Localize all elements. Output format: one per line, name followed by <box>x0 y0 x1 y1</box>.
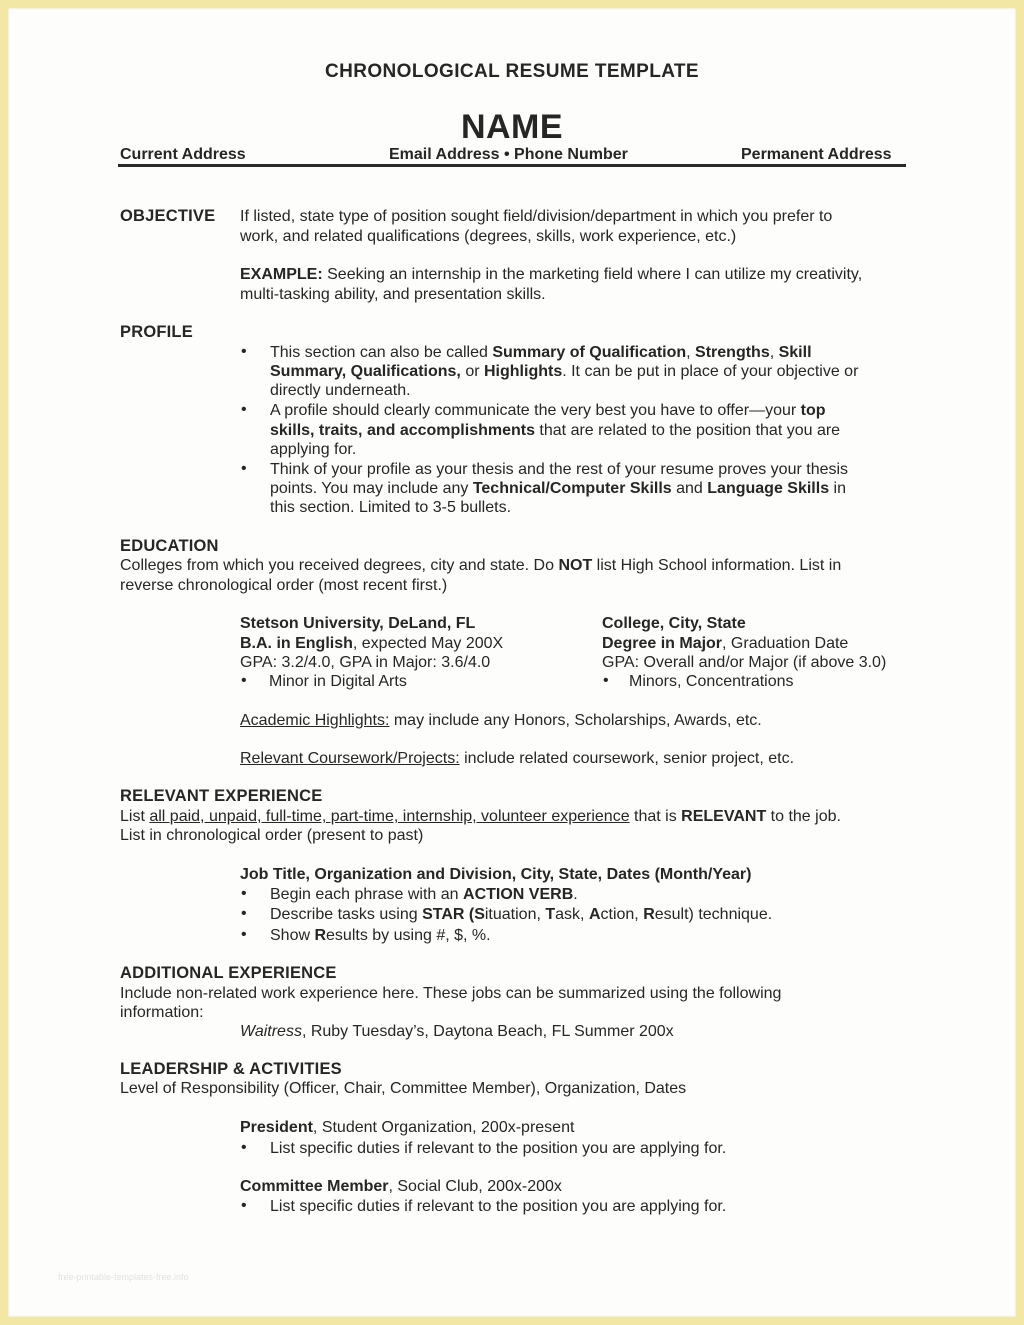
profile-bullet-line: points. You may include any Technical/Computer Skills and Language Skills in <box>270 480 846 497</box>
objective-heading: OBJECTIVE <box>120 207 216 225</box>
bullet-icon: • <box>241 905 247 922</box>
bullet-icon: • <box>241 401 247 418</box>
leadership-bullet: List specific duties if relevant to the position you are applying for. <box>270 1198 727 1215</box>
objective-example-line: multi-tasking ability, and presentation skills. <box>240 286 546 303</box>
gpa-line: GPA: Overall and/or Major (if above 3.0) <box>602 654 887 671</box>
leadership-role-line: President, Student Organization, 200x-present <box>240 1119 575 1136</box>
additional-experience-heading: ADDITIONAL EXPERIENCE <box>120 964 337 982</box>
resume-page <box>8 8 1016 1317</box>
objective-line: If listed, state type of position sought field/division/department in which you prefer to <box>240 208 833 225</box>
bullet-icon: • <box>241 926 247 943</box>
experience-bullet: Begin each phrase with an ACTION VERB. <box>270 886 578 903</box>
bullet-icon: • <box>241 1197 247 1214</box>
leadership-bullet: List specific duties if relevant to the position you are applying for. <box>270 1140 727 1157</box>
profile-bullet-line: directly underneath. <box>270 382 411 399</box>
gpa-line: GPA: 3.2/4.0, GPA in Major: 3.6/4.0 <box>240 654 491 671</box>
minor-line: Minors, Concentrations <box>629 673 794 690</box>
bullet-icon: • <box>241 460 247 477</box>
bullet-icon: • <box>241 343 247 360</box>
education-intro-line: Colleges from which you received degrees, city and state. Do NOT list High School information. List in <box>120 557 842 574</box>
profile-bullet-line: Summary, Qualifications, or Highlights. It can be put in place of your objective or <box>270 363 859 380</box>
relevant-intro-line: List all paid, unpaid, full-time, part-time, internship, volunteer experience that is RELEVANT to the job. <box>120 808 841 825</box>
profile-bullet-line: Think of your profile as your thesis and the rest of your resume proves your thesis <box>270 461 849 478</box>
additional-job-line: Waitress, Ruby Tuesday’s, Daytona Beach, FL Summer 200x <box>240 1023 674 1040</box>
minor-line: Minor in Digital Arts <box>269 673 407 690</box>
academic-highlights: Academic Highlights: may include any Honors, Scholarships, Awards, etc. <box>240 712 762 729</box>
education-heading: EDUCATION <box>120 537 219 555</box>
additional-intro-line: Include non-related work experience here. These jobs can be summarized using the following <box>120 985 782 1002</box>
watermark: free-printable-templates-free.info <box>58 1272 189 1282</box>
bullet-icon: • <box>241 1139 247 1156</box>
degree-line: B.A. in English, expected May 200X <box>240 635 504 652</box>
leadership-intro-line: Level of Responsibility (Officer, Chair, Committee Member), Organization, Dates <box>120 1080 687 1097</box>
job-title-line: Job Title, Organization and Division, City, State, Dates (Month/Year) <box>240 866 752 883</box>
bullet-icon: • <box>603 672 609 689</box>
email-phone: Email Address • Phone Number <box>389 146 628 163</box>
leadership-role-line: Committee Member, Social Club, 200x-200x <box>240 1178 562 1195</box>
profile-bullet-line: A profile should clearly communicate the very best you have to offer—your top <box>270 402 826 419</box>
name-heading: NAME <box>460 108 564 146</box>
objective-line: work, and related qualifications (degrees, skills, work experience, etc.) <box>240 228 737 245</box>
relevant-coursework: Relevant Coursework/Projects: include related coursework, senior project, etc. <box>240 750 795 767</box>
header-divider <box>118 164 906 167</box>
objective-example-line: EXAMPLE: Seeking an internship in the marketing field where I can utilize my creativity, <box>240 266 863 283</box>
degree-line: Degree in Major, Graduation Date <box>602 635 849 652</box>
education-intro-line: reverse chronological order (most recent first.) <box>120 577 448 594</box>
leadership-heading: LEADERSHIP & ACTIVITIES <box>120 1060 342 1078</box>
bullet-icon: • <box>241 672 247 689</box>
permanent-address: Permanent Address <box>741 146 892 163</box>
additional-intro-line: information: <box>120 1004 204 1021</box>
experience-bullet: Show Results by using #, $, %. <box>270 927 491 944</box>
profile-bullet-line: this section. Limited to 3-5 bullets. <box>270 499 512 516</box>
relevant-intro-line: List in chronological order (present to past) <box>120 827 424 844</box>
profile-bullet-line: This section can also be called Summary of Qualification, Strengths, Skill <box>270 344 812 361</box>
bullet-icon: • <box>241 885 247 902</box>
profile-bullet-line: skills, traits, and accomplishments that are related to the position that you are <box>270 422 841 439</box>
example-label: EXAMPLE: <box>240 266 323 283</box>
document-title: CHRONOLOGICAL RESUME TEMPLATE <box>324 61 699 82</box>
school-name: Stetson University, DeLand, FL <box>240 615 476 632</box>
school-name: College, City, State <box>602 615 746 632</box>
experience-bullet: Describe tasks using STAR (Situation, Task, Action, Result) technique. <box>270 906 773 923</box>
relevant-experience-heading: RELEVANT EXPERIENCE <box>120 787 323 805</box>
profile-bullet-line: applying for. <box>270 441 357 458</box>
profile-heading: PROFILE <box>120 323 193 341</box>
current-address: Current Address <box>120 146 246 163</box>
